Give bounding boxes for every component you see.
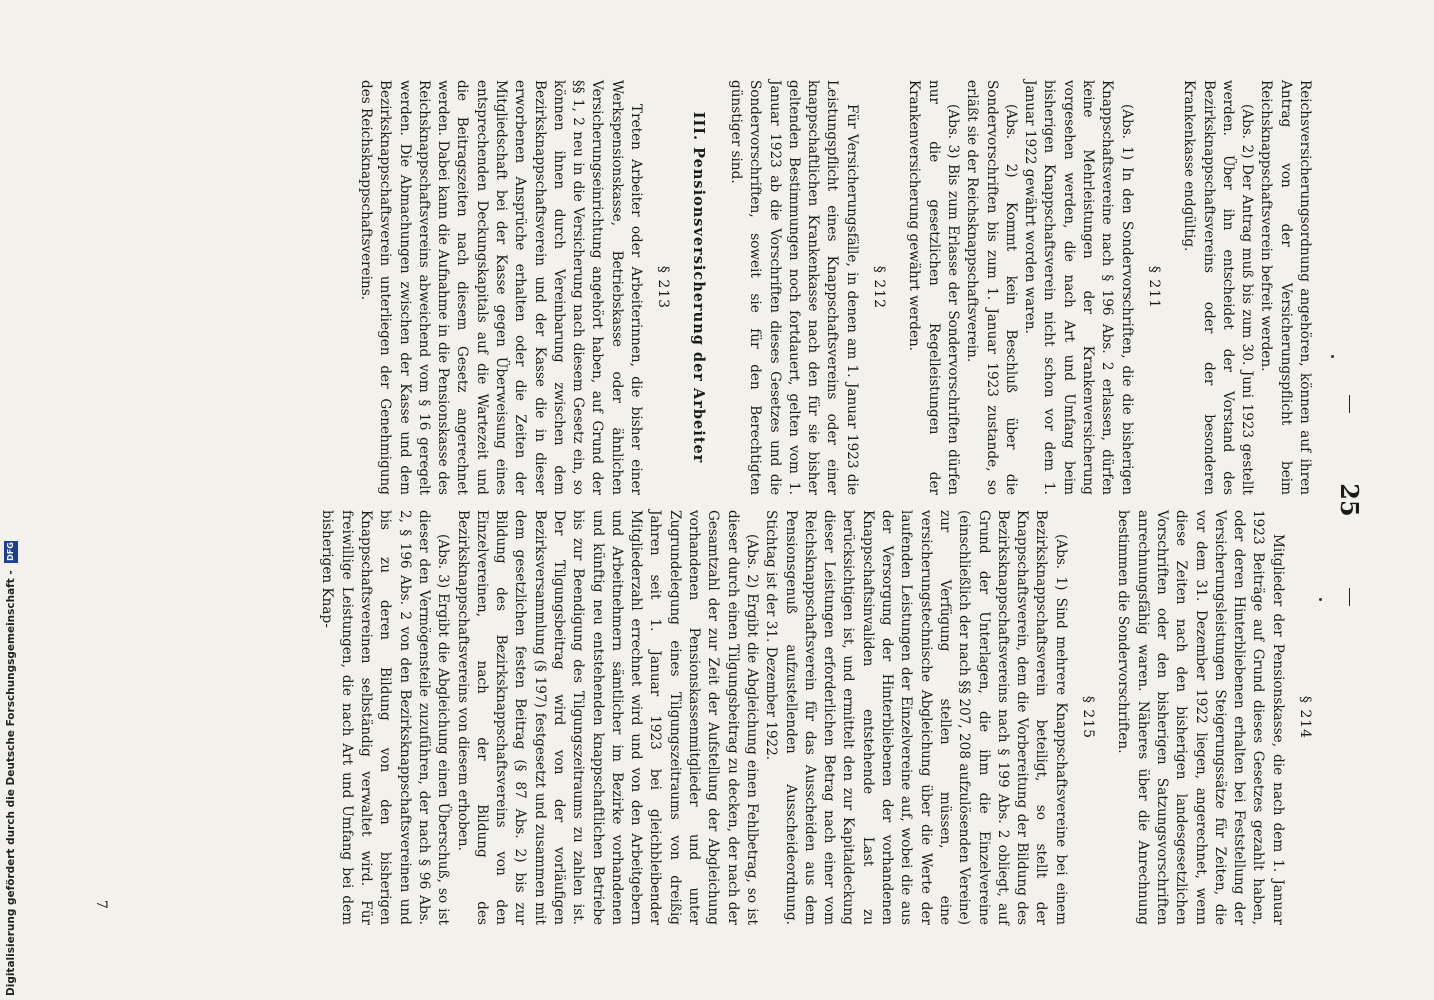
page-number-dash-right <box>1349 588 1350 606</box>
section-title-214: § 214 <box>1297 695 1313 740</box>
paragraph: Reichsversicherungsordnung angehören, können auf ihren Antrag von der Versicherungspflicht beim Reichsknappschaftsverein befreit werden. <box>1258 80 1313 495</box>
speck <box>1319 598 1322 601</box>
right-column <box>317 510 1314 925</box>
part-heading: III. Pensionsversicherung der Arbeiter <box>689 111 707 464</box>
speck <box>1331 355 1334 358</box>
section-title-213: § 213 <box>655 265 672 310</box>
signature-mark: 7 <box>93 900 109 909</box>
section-title-215: § 215 <box>1080 695 1097 740</box>
paragraph: Für Versicherungsfälle, in denen am 1. Januar 1923 die Leistungspflicht eines Knappschaftsvereins oder einer knappschaftlichen Krankenkasse nach den für sie bisher geltenden Bestimmungen noch fortdauert, gelten vom 1. Januar 1923 ab die Vorschriften dieses Gesetzes und die Sondervorschriften, soweit sie für den Berechtigten günstiger sind. <box>727 80 860 495</box>
digitization-credit <box>4 36 18 996</box>
section-title-211: § 211 <box>1145 265 1162 310</box>
paragraph: Mitglieder der Pensionskasse, die nach dem 1. Januar 1923 Beiträge auf Grund dieses Gesetzes gezahlt haben, oder deren Hinterbliebenen erhalten bei Feststellung der Versicherungsleistungen Steigerungssätze für Zeiten, die vor dem 31. Dezember 1922 liegen, angerechnet, wenn diese Zeiten nach den bisherigen landesgesetzlichen Vorschriften oder den bisherigen Satzungsvorschriften anrechnungsfähig waren. Näheres über die Anrechnung bestimmen die Sondervorschriften. <box>1115 510 1286 925</box>
paragraph: (Abs. 2) Kommt kein Beschluß über die Sondervorschriften bis zum 1. Januar 1923 zustande, so erläßt sie der Reichsknappschaftsverein. <box>964 80 1019 495</box>
page-number-dash-left <box>1349 395 1350 413</box>
paragraph: (Abs. 2) Der Antrag muß bis zum 30. Juni 1923 gestellt werden. Über ihn entscheidet der Vorstand des Bezirksknappschaftsvereins oder der besonderen Krankenkasse endgültig. <box>1181 80 1256 495</box>
dfg-logo-icon: DFG <box>4 541 18 563</box>
credit-text: Digitalisierung gefördert durch die Deutsche Forschungsgemeinschaft - <box>5 570 17 996</box>
paragraph: (Abs. 3) Bis zum Erlasse der Sondervorschriften dürfen nur die gesetzlichen Regelleistungen der Krankenversicherung gewährt werden. <box>906 80 961 495</box>
paragraph: (Abs. 2) Ergibt die Abgleichung einen Fehlbetrag, so ist dieser durch einen Tilgungsbeitrag zu decken, der nach der Gesamtzahl der zur Zeit der Aufstellung der Abgleichung vorhandenen Pensionskassenmitglieder und unter Zugrundelegung eines Tilgungszeitraums von dreißig Jahren seit 1. Januar 1923 bei gleichbleibender Mitgliederzahl errechnet wird und von den Arbeitgebern und Arbeitnehmern sämtlicher im Bezirke vorhandenen und künftig neu entstehenden knappschaftlichen Betriebe bis zur Beendigung des Tilgungszeitraums zu zahlen ist. Der Tilgungsbeitrag wird von der vorläufigen Bezirksversammlung (§ 197) festgesetzt und zusammen mit dem gesetzlichen festen Beitrag (§ 87 Abs. 2) bis zur Bildung des Bezirksknappschaftsvereins von den Einzelvereinen, nach der Bildung des Bezirksknappschaftsvereins von diesem erhoben. <box>454 510 760 925</box>
page-number: 25 <box>1335 483 1364 517</box>
paragraph: (Abs. 1) Sind mehrere Knappschaftsvereine bei einem Bezirksknappschaftsverein beteiligt, so stellt der Knappschaftsverein, dem die Vorbereitung der Bildung des Bezirksknappschaftsvereins nach § 199 Abs. 2 obliegt, auf Grund der Unterlagen, die ihm die Einzelvereine (einschließlich der nach §§ 207, 208 aufzulösenden Vereine) zur Verfügung stellen müssen, eine versicherungstechnische Abgleichung über die Werte der laufenden Leistungen der Einzelvereine auf, wobei die aus der Versorgung der Hinterbliebenen der vorhandenen Knappschaftsinvaliden entstehende Last zu berücksichtigen ist, und ermittelt den zur Kapitaldeckung dieser Leistungen erforderlichen Betrag nach einer vom Reichsknappschaftsverein für das Ausscheiden aus dem Pensionsgenuß aufzustellenden Ausscheideordnung. Stichtag ist der 31. Dezember 1922. <box>763 510 1069 925</box>
paragraph: Treten Arbeiter oder Arbeiterinnen, die bisher einer Werkspensionskasse, Betriebskasse oder ähnlichen Versicherungseinrichtung angehört haben, auf Grund der §§ 1, 2 neu in die Versicherung nach diesem Gesetz ein, so können ihnen durch Vereinbarung zwischen dem Bezirksknappschaftsverein und der Kasse die in dieser erworbenen Ansprüche erhalten oder die Zeiten der Mitgliedschaft bei der Kasse gegen Überweisung eines entsprechenden Deckungskapitals auf die Wartezeit und die Beitragszeiten nach diesem Gesetz angerechnet werden. Dabei kann die Aufnahme in die Pensionskasse des Reichsknappschaftsvereins abweichend vom § 16 geregelt werden. Die Abmachungen zwischen der Kasse und dem Bezirksknappschaftsverein unterliegen der Genehmigung des Reichsknappschaftsvereins. <box>357 80 645 495</box>
section-title-212: § 212 <box>871 265 888 310</box>
paragraph: (Abs. 1) In den Sondervorschriften, die die bisherigen Knappschaftsvereine nach § 196 Abs. 2 erlassen, dürfen keine Mehrleistungen der Krankenversicherung vorgesehen werden, die nach Art und Umfang beim bisherigen Knappschaftsverein nicht schon vor dem 1. Januar 1922 gewährt worden waren. <box>1022 80 1135 495</box>
paragraph: (Abs. 3) Ergibt die Abgleichung einen Überschuß, so ist dieser den Vermögensteile zuzuführen, der nach § 96 Abs. 2, § 196 Abs. 2 von den Bezirksknappschaftsvereinen und bis zu deren Bildung von den bisherigen Knappschaftsvereinen selbständig verwaltet wird. Für freiwillige Leistungen, die nach Art und Umfang bei dem bisherigen Knap- <box>319 510 452 925</box>
left-column <box>356 80 1314 495</box>
